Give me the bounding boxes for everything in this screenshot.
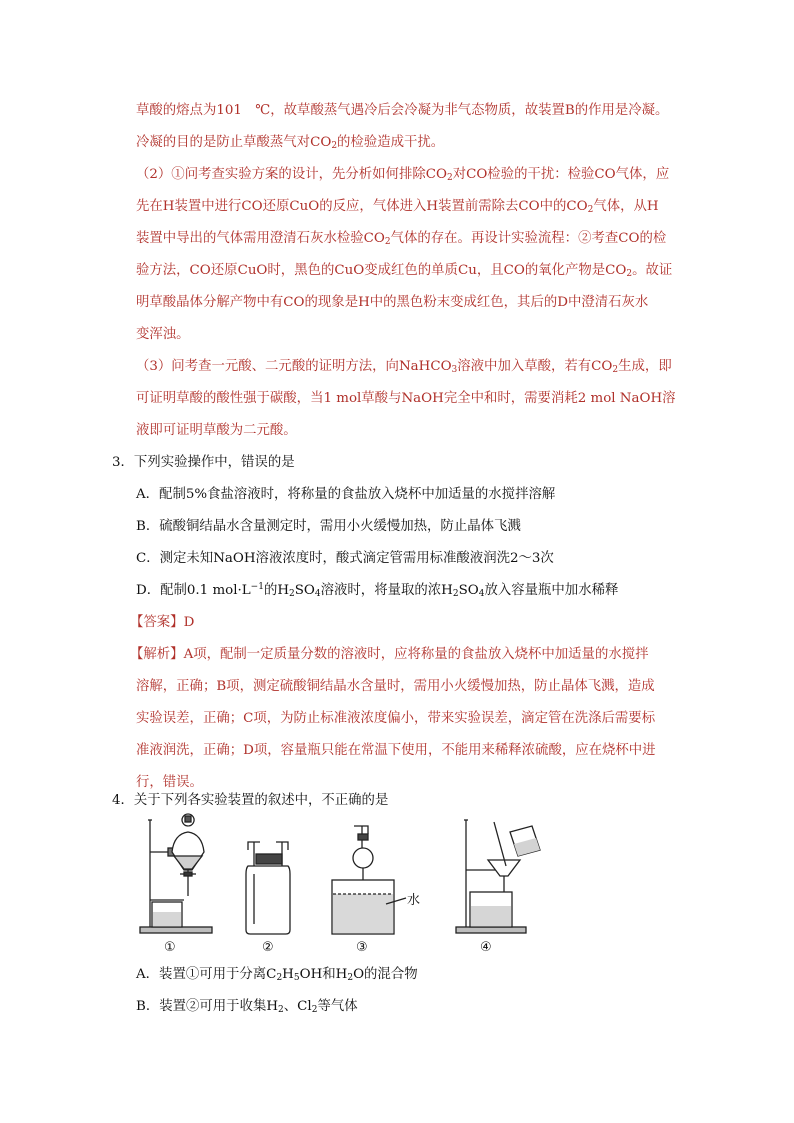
- explanation-line: 冷凝的目的是防止草酸蒸气对$CO_2$的检验造成干扰。: [136, 135, 445, 151]
- water-label: 水: [407, 893, 421, 908]
- question-3-option-a: A．配制5%食盐溶液时，将称量的食盐放入烧杯中加适量的水搅拌溶解: [136, 487, 556, 502]
- apparatus-2-gas-bottle: [246, 842, 290, 934]
- explanation-line: 先在H装置中进行CO还原CuO的反应，气体进入H装置前需除去CO中的$CO_2$气体，从H: [136, 199, 659, 215]
- apparatus-label-3: ③: [356, 940, 368, 955]
- explanation-line: 变浑浊。: [136, 327, 190, 342]
- question-3-option-d: D．配制0.1 $mol\cdot L^{-1}$的$H_2SO_4$溶液时，将量取的浓$H_2SO_4$放入容量瓶中加水稀释: [136, 582, 619, 599]
- explanation-line: 可证明草酸的酸性强于碳酸，当1 mol草酸与NaOH完全中和时，需要消耗2 mol NaOH溶: [136, 391, 676, 406]
- question-3-analysis-line: 溶解，正确；B项，测定硫酸铜结晶水含量时，需用小火缓慢加热，防止晶体飞溅，造成: [136, 679, 655, 694]
- question-3-analysis-line: 行，错误。: [136, 775, 203, 790]
- apparatus-label-2: ②: [262, 940, 274, 955]
- apparatus-figure: [136, 812, 556, 964]
- apparatus-label-1: ①: [164, 940, 176, 955]
- question-4-option-a: A．装置①可用于分离$C_2H_5OH$和$H_2O$的混合物: [136, 967, 418, 983]
- explanation-line: 装置中导出的气体需用澄清石灰水检验$CO_2$气体的存在。再设计实验流程：②考查CO的检: [136, 231, 667, 247]
- explanation-line: 验方法，CO还原CuO时，黑色的CuO变成红色的单质Cu，且CO的氧化产物是$CO_2$。故证: [136, 263, 673, 279]
- question-4-stem: 4．关于下列各实验装置的叙述中，不正确的是: [112, 793, 389, 808]
- explanation-line: 明草酸晶体分解产物中有CO的现象是H中的黑色粉末变成红色，其后的D中澄清石灰水: [136, 295, 649, 310]
- apparatus-3-absorption: [332, 826, 406, 934]
- apparatus-label-4: ④: [480, 940, 492, 955]
- question-3-option-c: C．测定未知NaOH溶液浓度时，酸式滴定管需用标准酸液润洗2～3次: [136, 551, 554, 566]
- explanation-line: （3）问考查一元酸、二元酸的证明方法，向NaHCO$_3$溶液中加入草酸，若有$CO_2$生成，即: [136, 359, 672, 375]
- apparatus-1-separatory-funnel: [140, 814, 212, 933]
- question-3-stem: 3．下列实验操作中，错误的是: [112, 455, 295, 470]
- question-3-option-b: B．硫酸铜结晶水含量测定时，需用小火缓慢加热，防止晶体飞溅: [136, 519, 521, 534]
- question-3-analysis-line: 【解析】A项，配制一定质量分数的溶液时，应将称量的食盐放入烧杯中加适量的水搅拌: [130, 647, 649, 662]
- question-3-analysis-line: 实验误差，正确；C项，为防止标准液浓度偏小，带来实验误差，滴定管在洗涤后需要标: [136, 711, 656, 726]
- question-4-option-b: B．装置②可用于收集$H_2$、$Cl_2$等气体: [136, 999, 358, 1015]
- explanation-line: 草酸的熔点为101 ℃，故草酸蒸气遇冷后会冷凝为非气态物质，故装置B的作用是冷凝。: [136, 103, 669, 118]
- explanation-line: 液即可证明草酸为二元酸。: [136, 423, 297, 438]
- apparatus-4-filtration: [456, 820, 540, 933]
- question-3-answer: 【答案】D: [130, 615, 195, 630]
- question-3-analysis-line: 准液润洗，正确；D项，容量瓶只能在常温下使用，不能用来稀释浓硫酸，应在烧杯中进: [136, 743, 656, 758]
- explanation-line: （2）①问考查实验方案的设计，先分析如何排除$CO_2$对CO检验的干扰：检验CO气体，应: [136, 167, 670, 183]
